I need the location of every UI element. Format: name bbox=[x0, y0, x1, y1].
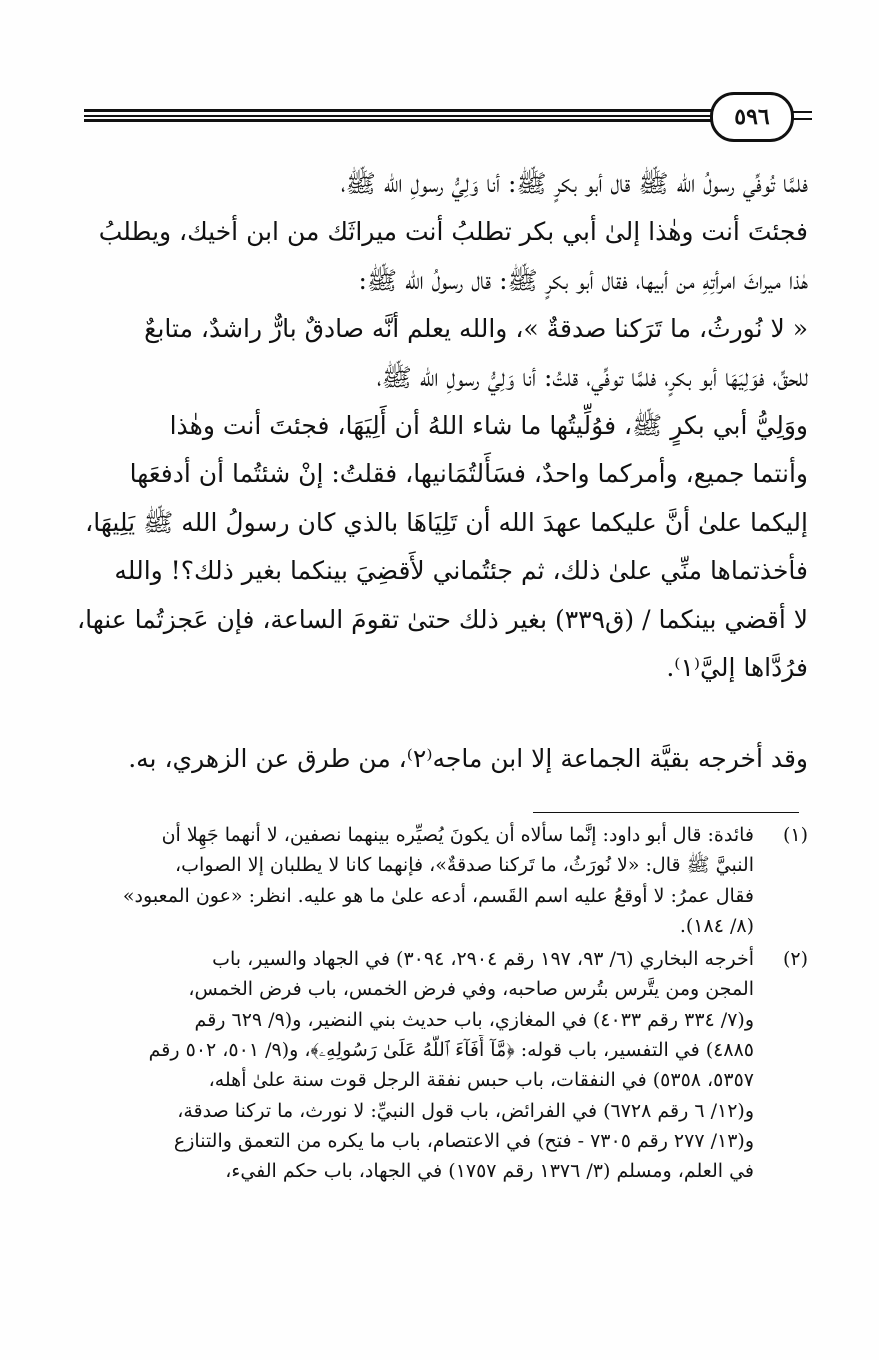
footnote-number: (١) bbox=[782, 824, 808, 846]
text-line: فأخذتماها منِّي علىٰ ذلك، ثم جئتُماني لأَقضِيَ بينكما بغير ذلك؟! والله bbox=[114, 556, 808, 586]
text-line: فلمَّا تُوفِّي رسولُ الله ﷺ قال أبو بكرٍ ﷺ: أنا وَلِيُّ رسولِ الله ﷺ، bbox=[340, 169, 808, 198]
footnote-line: النبيَّ ﷺ قال: «لا نُورَثُ، ما تَركنا صدقةٌ»، فإنهما كانا لا يطلبان إلا الصواب، bbox=[175, 854, 754, 877]
text-line: للحقِّ، فوَلِيَهَا أبو بكرٍ، فلمَّا توفِّي، قلتُ: أنا وَلِيُّ رسولِ الله ﷺ، bbox=[376, 362, 808, 392]
text-line: إليكما علىٰ أنَّ عليكما عهدَ الله أن تَلِيَاهَا بالذي كان رسولُ الله ﷺ يَلِيهَا، bbox=[85, 507, 808, 537]
footnote-number: (٢) bbox=[782, 948, 808, 971]
text-line: فجئتَ أنت وهٰذا إلىٰ أبي بكر تطلبُ أنت ميراثَك من ابن أخيك، ويطلبُ bbox=[98, 217, 808, 247]
footnote-line: ٤٨٨٥) في التفسير، باب قوله: ﴿مَّآ أَفَآءَ ٱللَّهُ عَلَىٰ رَسُولِهِۦ﴾، و(٩/ ٥٠١، ٥٠٢ رقم bbox=[148, 1039, 754, 1062]
footnote-line: في العلم، ومسلم (٣/ ١٣٧٦ رقم ١٧٥٧) في الجهاد، باب حكم الفيء، bbox=[225, 1160, 754, 1183]
footnote-line: و(١٣/ ٢٧٧ رقم ٧٣٠٥ - فتح) في الاعتصام، باب ما يكره من التعمق والتنازع bbox=[173, 1129, 754, 1152]
footnote-line: فائدة: قال أبو داود: إنَّما سألاه أن يكونَ يُصيِّره بينهما نصفين، لا أنهما جَهِلا أن bbox=[161, 824, 754, 846]
header-rule bbox=[84, 109, 714, 112]
footnote-line: (٨/ ١٨٤). bbox=[679, 914, 754, 937]
footnote-line: و(٧/ ٣٣٤ رقم ٤٠٣٣) في المغازي، باب حديث بني النضير، و(٩/ ٦٢٩ رقم bbox=[194, 1008, 754, 1031]
text-line: « لا نُورثُ، ما تَرَكنا صدقةٌ »، والله يعلم أنَّه صادقٌ بارٌّ راشدٌ، متابعٌ bbox=[144, 314, 808, 344]
footnotes bbox=[74, 820, 808, 1190]
text-line: وأنتما جميع، وأمركما واحدٌ، فسَأَلتُمَانيها، فقلتُ: إنْ شئتُما أن أدفعَها bbox=[129, 459, 808, 489]
footnote-separator bbox=[533, 812, 799, 813]
main-paragraph bbox=[74, 160, 808, 692]
footnote-line: فقال عمرُ: لا أوقعُ عليه اسم القَسم، أدعه علىٰ ما هو عليه. انظر: «عون المعبود» bbox=[122, 884, 754, 907]
page-header bbox=[70, 94, 810, 144]
text-line: هٰذا ميراثَ امرأتِهِ من أبيها، فقال أبو بكرٍ ﷺ: قال رسولُ الله ﷺ: bbox=[358, 265, 808, 295]
page-number: ٥٩٦ bbox=[710, 92, 794, 142]
header-rule bbox=[84, 119, 714, 122]
footnote-line: أخرجه البخاري (٦/ ٩٣، ١٩٧ رقم ٢٩٠٤، ٣٠٩٤) في الجهاد والسير، باب bbox=[212, 948, 754, 971]
header-rule bbox=[84, 115, 714, 117]
main-paragraph-2: وقد أخرجه بقيَّة الجماعة إلا ابن ماجه⁽٢⁾، من طرق عن الزهري، به. bbox=[128, 744, 808, 773]
footnote-line: ٥٣٥٧، ٥٣٥٨) في النفقات، باب حبس نفقة الرجل قوت سنة علىٰ أهله، bbox=[208, 1069, 754, 1092]
footnote-line: و(١٢/ ٦ رقم ٦٧٢٨) في الفرائض، باب قول النبيِّ: لا نورث، ما تركنا صدقة، bbox=[177, 1099, 754, 1122]
text-line: ووَلِيُّ أبي بكرٍ ﷺ، فوُلِّيتُها ما شاء اللهُ أن أَلِيَهَا، فجئتَ أنت وهٰذا bbox=[169, 411, 808, 441]
text-line: لا أقضي بينكما / (ق٣٣٩) بغير ذلك حتىٰ تقومَ الساعة، فإن عَجزتُما عنها، bbox=[77, 604, 808, 634]
footnote bbox=[74, 820, 808, 941]
footnote bbox=[74, 944, 808, 1186]
text-line: فرُدَّاها إليَّ⁽١⁾. bbox=[666, 653, 808, 683]
footnote-line: المجن ومن يتَّرس بتُرس صاحبه، وفي فرض الخمس، باب فرض الخمس، bbox=[188, 978, 754, 1001]
